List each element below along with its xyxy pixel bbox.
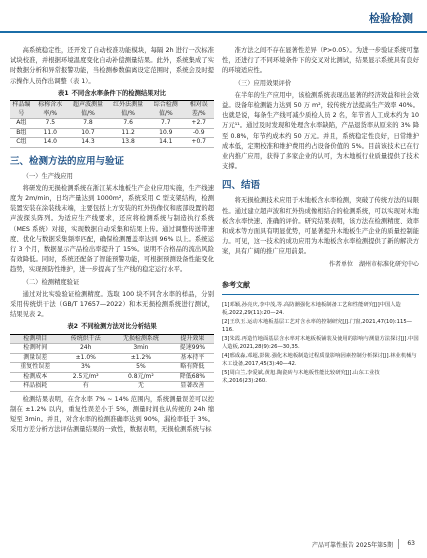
section-label: 检验检测 [369,12,413,25]
table-cell: 3min [111,344,171,354]
table1-title [10,89,214,99]
paragraph: 将研发的无损检测系统在浙江某木地板生产企业应用实施，生产线速度为 2m/min，日均产量达到 1000m²，系统采用 C 型支架结构，检测装置安装在涂装线末端，主要包括上方安装的红外热像仪和底部设置的超声波探头阵列。为适应生产线要求，还应将检测系统与制造执行系统（MES 系统）对接，实现数据自动采集和结果上传。通过调整传送带速度、优化与数据采集频率匹配，确保检测覆盖率达到 96% 以上。系统运行 3 个月，数据显示产品检出率提升了 15%。说明不合格品的流出风险有效降低。同时，系统还配备了智能预警功能，可根据预测设备性能变化趋势，实现预防性维护，进一步提高了生产线的稳定运行水平。 [10,184,214,274]
paragraph: 高系统稳定性，还开发了自动校准功能模块，每隔 2h 进行一次标准试块校准，并根据环境温度变化自动补偿测量结果。此外，系统集成了实时数据分析和异常报警功能，当检测参数偏离设定范围时，系统会及时提示操作人员作出调整（表 1）。 [10,47,214,85]
table-row [10,372,214,382]
table-cell: 样品损耗 [10,382,60,392]
paragraph: 检测结果表明，在含水率 7% ~ 14% 范围内，系统测量误差可以控制在 ±1.2% 以内，重复性误差小于 5%，测量时间也从传统的 24h 缩短至 3min。并且，对含水率的检测准确率达到 90%，漏检率低于 3%。采用方差分析方法评估测量结果的一致性，数据表明，无损检测系统与标 [10,395,214,434]
section-heading: 三、检测方法的应用与验证 [10,155,125,167]
subsection-heading-text: （三）应用效果评价 [234,79,292,87]
table-row [10,363,214,373]
table-cell: 基本持平 [171,353,214,363]
table-cell: 检测时间 [10,344,60,354]
table-cell: -0.9 [183,128,214,138]
table-row [10,382,214,392]
table-row [10,138,214,148]
table-row [10,128,214,138]
table-header-cell: 相对误差/% [183,101,214,119]
reference-item: [2]王玖玉.运动木地板基层工艺对含水率的控制研究[J].门窗,2021,47(10):115—116. [222,319,413,334]
paragraph: 准方法之间不存在显著性差异（P>0.05）。为进一步验证系统可靠性，还进行了不同环境条件下的交叉对比测试，结果显示系统具有良好的环境适应性。 [222,47,419,75]
table-header-cell: 标称含水率/% [33,101,68,119]
table-cell: 无 [111,382,171,392]
table2-title [10,322,214,332]
header-rule [0,31,427,33]
table-header-cell: 检测项目 [10,334,60,344]
table-cell: 10.7 [68,128,108,138]
table-cell: 2.5元/m² [60,372,110,382]
references-rule [222,294,419,295]
page-number: 63 [407,540,415,547]
table-header-cell: 样品编号 [10,101,33,119]
references-list [222,301,419,385]
table-header-cell: 传统烘干法 [60,334,110,344]
subsection-heading [222,79,419,89]
table-cell: C组 [10,138,33,148]
table-cell: 0.8元/m² [111,372,171,382]
paragraph: 将无损检测技术应用于木地板含水率检测，突破了传统方法的局限性。通过建立超声波和红外热成像相结合的检测系统，可以实现对木地板含水率快速、准确的评价。研究结果表明，该方法在检测精度、效率和成本等方面具有明显优势，可显著提升木地板生产企业的质量控制能力。可见，这一技术的成功应用为木地板含水率检测提供了新的解决方案，具有广阔的推广应用前景。 [222,197,419,256]
reference-item: [3]朱霞.再造竹地面基层含水率对木地板板铺装及使用的影响与测量方法探讨[J].中国人造板,2021,28(9):26—30,35. [222,336,419,351]
table-cell: 11.0 [33,128,68,138]
subsection-heading [10,278,214,288]
table-cell: B组 [10,128,33,138]
table-cell: 7.7 [148,119,183,129]
table-cell: +0.7 [183,138,214,148]
paragraph: 通过对比实验验证检测精度。选取 100 块不同含水率的样品，分别采用传统烘干法（GB/T 17657—2022）和本无损检测系统进行测试，结果见表 2。 [10,290,214,319]
table-row [10,119,214,129]
table2 [10,334,214,392]
table-header-cell: 无损检测系统 [111,334,171,344]
table-cell: 重复性误差 [10,363,60,373]
subsection-heading [10,172,214,182]
footer-divider [398,539,399,549]
section-heading: 四、结语 [222,180,261,192]
table-row [10,353,214,363]
table-row [10,344,214,354]
table-cell: 测量误差 [10,353,60,363]
table-cell: 11.2 [108,128,148,138]
table-cell: 显著改善 [171,382,214,392]
journal-name: 产品可靠性报告 2025年第5期 [312,542,393,549]
reference-item: [4]邢成淼,邓超,彭陵.强化木地板制造过程质量影响因素控制分析探讨[J].林业机械与木工设备,2017,45(3):40—42. [222,353,417,368]
subsection-heading-text: （一）生产线应用 [22,172,73,180]
left-column [10,46,214,435]
paragraph: 在半年的生产应用中，该检测系统表现出显著的经济效益和社会效益。设备年检测能力达到 50 万 m²，较传统方法提高生产效率 40%。也就是说，每条生产线可减少质检人员 2 名，年节省人工成本约为 10 万元¹¹。通过及时发现和处理含水率缺陷，产品退货率从原来的 3% 降至 0.8%，年节约成本约 50 万元。并且，系统稳定性良好，日常维护成本低，定期校准和维护费用约占设备价值的 5%。目前该技术已在行业内推广应用，获得了多家企业的认可，为木地板行业质量提供了技术支撑。 [222,91,419,171]
table-cell: 24h [60,344,110,354]
table-cell: 7.5 [33,119,68,129]
table-cell: 14.0 [33,138,68,148]
table-cell: 降低68% [171,372,214,382]
table-cell: 检测成本 [10,372,60,382]
page-header [0,0,427,34]
table-header-cell: 提升效果 [171,334,214,344]
table-header-cell: 综合检测值/% [148,101,183,119]
table-cell: ±1.0% [60,353,110,363]
table-cell: 14.1 [148,138,183,148]
table-cell: ±1.2% [111,353,171,363]
reference-item: [1]邓颖,孙亮庆,李中茂,等.高防潮强化木地板制备工艺和性能研究[J]中国人造板,2022,29(11):20—24. [222,302,401,317]
table-cell: A组 [10,119,33,129]
table-cell: 7.8 [68,119,108,129]
table-cell: 13.8 [108,138,148,148]
table-cell: 3% [60,363,110,373]
table1 [10,100,214,148]
table-header-cell: 超声波测量值/% [68,101,108,119]
table-cell: 有 [60,382,110,392]
table-cell: +2.7 [183,119,214,129]
table-cell: 14.3 [68,138,108,148]
reference-item: [5]周白兰,李爱斌,黄旭.陶瓷砖与木地板性能比较研究[J].山东工业技术,2016(23):260. [222,370,380,385]
table-cell: 提速99% [171,344,214,354]
table-cell: 5% [111,363,171,373]
author-affiliation: 作者单位 湖州市标准化研究中心 [328,260,419,268]
page-footer [0,538,427,552]
table-caption: 不同含水率条件下的检测结果对比 [71,89,167,97]
table-cell: 略有降低 [171,363,214,373]
references-title: 参考文献 [222,280,250,289]
table-number: 表1 [57,89,69,97]
table-header-cell: 红外法测量值/% [108,101,148,119]
table-number: 表2 [67,323,79,331]
table-cell: 10.9 [148,128,183,138]
table-caption: 不同检测方法对比分析结果 [81,323,157,331]
table-cell: 7.6 [108,119,148,129]
subsection-heading-text: （二）检测精度验证 [22,278,80,286]
right-column [222,46,419,386]
